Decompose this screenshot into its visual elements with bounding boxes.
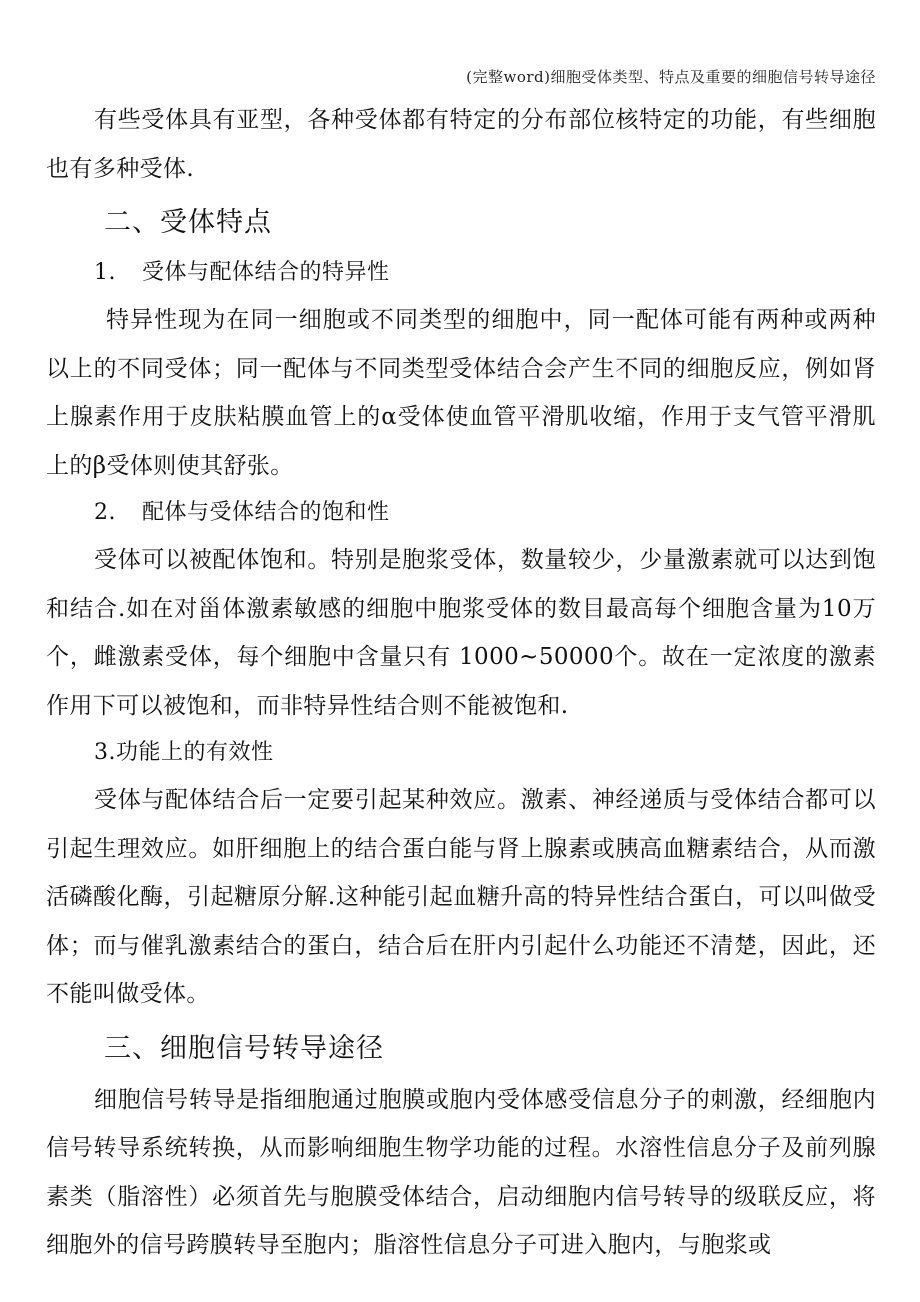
subheading-title: 功能上的有效性 (116, 740, 274, 765)
subheading-number: 2. (94, 500, 116, 525)
paragraph-signal-transduction: 细胞信号转导是指细胞通过胞膜或胞内受体感受信息分子的刺激，经细胞内信号转导系统转换，从而影响细胞生物学功能的过程。水溶性信息分子及前列腺素类（脂溶性）必须首先与胞膜受体结合，启动细胞内信号转导的级联反应，将细胞外的信号跨膜转导至胞内；脂溶性信息分子可进入胞内，与胞浆或 (46, 1086, 876, 1258)
section-heading-3: 三、细胞信号转导途径 (104, 1032, 384, 1064)
subheading-2-1 (94, 250, 876, 296)
subheading-title: 受体与配体结合的特异性 (142, 260, 390, 285)
document-body (46, 96, 876, 1270)
subheading-number: 1. (94, 260, 116, 285)
paragraph-effectiveness: 受体与配体结合后一定要引起某种效应。激素、神经递质与受体结合都可以引起生理效应。如肝细胞上的结合蛋白能与肾上腺素或胰高血糖素结合，从而激活磷酸化酶，引起糖原分解.这种能引起血糖升高的特异性结合蛋白，可以叫做受体；而与催乳激素结合的蛋白，结合后在肝内引起什么功能还不清楚，因此，还不能叫做受体。 (46, 787, 876, 1007)
subheading-2-2 (94, 490, 876, 536)
document-header: (完整word)细胞受体类型、特点及重要的细胞信号转导途径 (466, 68, 876, 86)
paragraph-saturation: 受体可以被配体饱和。特别是胞浆受体，数量较少，少量激素就可以达到饱和结合.如在对甾体激素敏感的细胞中胞浆受体的数目最高每个细胞含量为10万个，雌激素受体，每个细胞中含量只有 1000~50000个。故在一定浓度的激素作用下可以被饱和，而非特异性结合则不能被饱和. (46, 547, 876, 719)
section-heading-2: 二、受体特点 (104, 207, 272, 238)
subheading-number: 3. (94, 740, 116, 765)
subheading-2-3 (94, 730, 876, 776)
paragraph-specificity: 特异性现为在同一细胞或不同类型的细胞中，同一配体可能有两种或两种以上的不同受体；同一配体与不同类型受体结合会产生不同的细胞反应，例如肾上腺素作用于皮肤粘膜血管上的α受体使血管平滑肌收缩，作用于支气管平滑肌上的β受体则使其舒张。 (46, 307, 876, 479)
paragraph-intro: 有些受体具有亚型，各种受体都有特定的分布部位核特定的功能，有些细胞也有多种受体. (46, 107, 876, 182)
subheading-title: 配体与受体结合的饱和性 (142, 500, 390, 525)
